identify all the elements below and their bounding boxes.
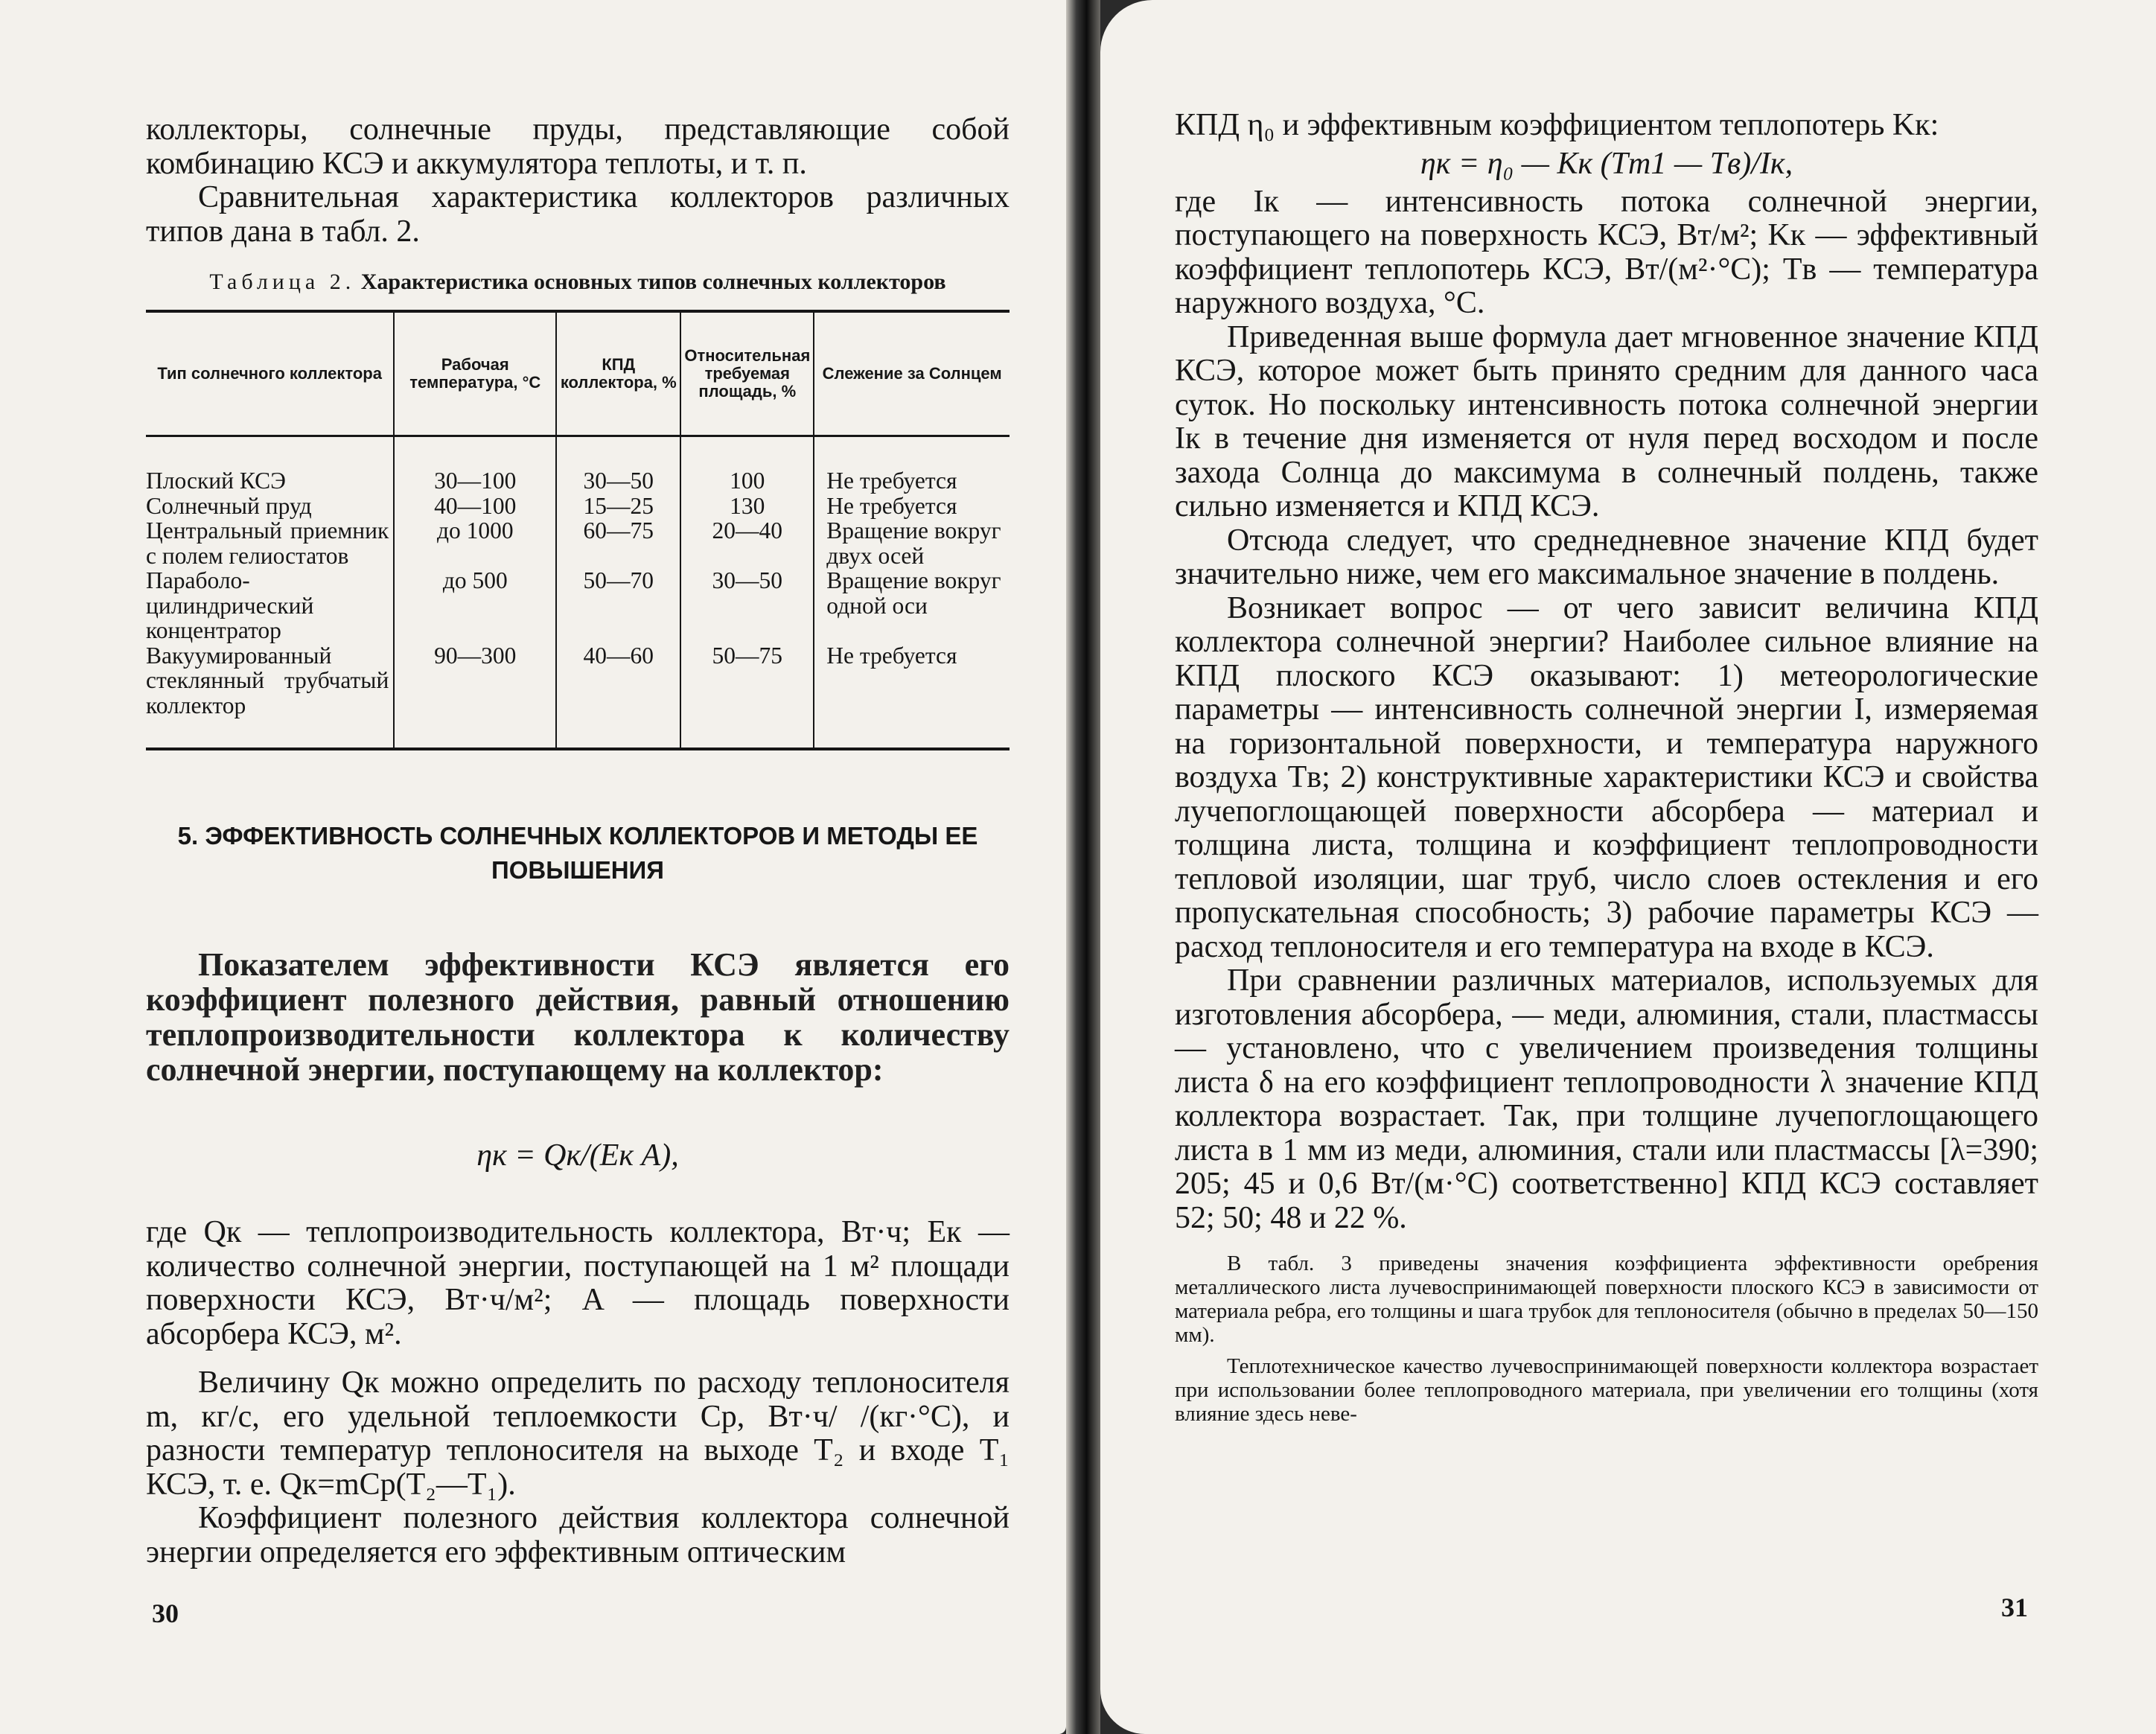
paragraph-instant-value: Приведенная выше формула дает мгновенное значение КПД КСЭ, которое может быть принято средним для данного часа суток. Но поскольку интенсивность потока солнечной энергии Iк в течение дня изменяется от нуля перед восходом и после захода Солнца до максимума в солнечный полдень, также сильно изменяется и КПД КСЭ. (1175, 319, 2038, 523)
cell-type: Параболо-цилиндрический концентратор (146, 567, 314, 643)
cell-temperature: 30—100 (394, 436, 556, 494)
cell-tracking: Не требуется (814, 436, 1010, 494)
cell-type: Центральный приемник с полем гелиостатов (146, 517, 389, 569)
table-row (146, 494, 1010, 519)
cell-efficiency: 30—50 (556, 436, 680, 494)
table-caption-label: Таблица 2. (209, 270, 356, 294)
cell-tracking: Не требуется (814, 643, 1010, 750)
cell-type: Солнечный пруд (146, 492, 312, 519)
cell-tracking: Не требуется (814, 494, 1010, 519)
cell-area: 30—50 (680, 568, 814, 643)
right-page (1100, 0, 2156, 1734)
header-efficiency: КПД коллектора, % (556, 311, 680, 436)
efficiency-formula: ηк = Qк/(Eк A), (476, 1138, 679, 1173)
paragraph-daily-average: Отсюда следует, что среднедневное значение КПД будет значительно ниже, чем его максимальное значение в полдень. (1175, 523, 2038, 591)
cell-area: 100 (680, 436, 814, 494)
header-area: Относительная требуемая площадь, % (680, 311, 814, 436)
lead-paragraph: Показателем эффективности КСЭ является его коэффициент полезного действия, равный отношению теплопроизводительности коллектора к количеству солнечной энергии, поступающему на коллектор: (146, 946, 1010, 1088)
cell-temperature: 90—300 (394, 643, 556, 750)
section-heading: 5. ЭФФЕКТИВНОСТЬ СОЛНЕЧНЫХ КОЛЛЕКТОРОВ И МЕТОДЫ ЕЕ ПОВЫШЕНИЯ (177, 822, 978, 884)
cell-tracking: Вращение вокруг одной оси (814, 568, 1010, 643)
qk-paragraph: Величину Qк можно определить по расходу теплоносителя m, кг/с, его удельной теплоемкости Cр, Вт·ч/ /(кг·°С), и разности температур теплоносителя на выходе T₂ и входе T₁ КСЭ, т. е. Qк=mCр(T₂—T₁). (146, 1365, 1010, 1502)
small-paragraph-quality: Теплотехническое качество лучевоспринимающей поверхности коллектора возрастает при использовании более теплопроводного материала, при увеличении его толщины (хотя влияние здесь неве- (1175, 1354, 2038, 1426)
table-row (146, 568, 1010, 643)
header-tracking: Слежение за Солнцем (814, 311, 1010, 436)
cell-type: Плоский КСЭ (146, 468, 286, 494)
intro-line: КПД η₀ и эффективным коэффициентом теплопотерь Kк: (1175, 108, 1939, 142)
cell-area: 20—40 (680, 518, 814, 568)
page-number-left: 30 (152, 1598, 179, 1628)
table-caption (146, 270, 1010, 295)
cell-temperature: до 500 (394, 568, 556, 643)
page-number-right: 31 (2001, 1593, 2028, 1622)
collector-types-table (146, 310, 1010, 750)
book-spine (1066, 0, 1100, 1734)
cell-efficiency: 60—75 (556, 518, 680, 568)
where-paragraph-right: где Iк — интенсивность потока солнечной энергии, поступающего на поверхность КСЭ, Вт/м²; Kк — эффективный коэффициент теплопотерь КСЭ, Вт/(м²·°С); Tв — температура наружного воздуха, °С. (1175, 184, 2038, 320)
table-row (146, 518, 1010, 568)
cell-efficiency: 15—25 (556, 494, 680, 519)
cell-temperature: 40—100 (394, 494, 556, 519)
where-paragraph: где Qк — теплопроизводительность коллектора, Вт·ч; Eк — количество солнечной энергии, поступающей на 1 м² площади поверхности КСЭ, Вт·ч/м²; A — площадь поверхности абсорбера КСЭ, м². (146, 1215, 1010, 1351)
left-page (0, 0, 1066, 1734)
table-row (146, 436, 1010, 494)
table-row (146, 643, 1010, 750)
cell-type: Вакуумированный стеклянный трубчатый коллектор (146, 642, 389, 718)
compare-paragraph: Сравнительная характеристика коллекторов различных типов дана в табл. 2. (146, 180, 1010, 249)
continuation-paragraph: коллекторы, солнечные пруды, представляющие собой комбинацию КСЭ и аккумулятора теплоты, и т. п. (146, 112, 1010, 181)
header-temperature: Рабочая температура, °С (394, 311, 556, 436)
cell-temperature: до 1000 (394, 518, 556, 568)
heat-loss-formula: ηк = η₀ — Kк (Tт1 — Tв)/Iк, (1420, 146, 1793, 181)
left-page-content (146, 113, 1010, 1569)
paragraph-influences: Возникает вопрос — от чего зависит величина КПД коллектора солнечной энергии? Наиболее сильное влияние на КПД плоского КСЭ оказывают: 1) метеорологические параметры — интенсивность солнечной энергии I, измеряемая на горизонтальной поверхности, и температура наружного воздуха Tв; 2) конструктивные характеристики КСЭ и свойства лучепоглощающей поверхности абсорбера — материал и толщина листа, толщина и коэффициент теплопроводности тепловой изоляции, шаг труб, число слоев остекления и его пропускательная способность; 3) рабочие параметры КСЭ — расход теплоносителя и его температура на входе в КСЭ. (1175, 590, 2038, 964)
table-caption-title: Характеристика основных типов солнечных коллекторов (360, 270, 946, 294)
cell-efficiency: 40—60 (556, 643, 680, 750)
cell-tracking: Вращение вокруг двух осей (814, 518, 1010, 568)
table-header-row (146, 311, 1010, 436)
cell-efficiency: 50—70 (556, 568, 680, 643)
small-paragraph-table3: В табл. 3 приведены значения коэффициента эффективности оребрения металлического листа лучевоспринимающей поверхности плоского КСЭ в зависимости от материала ребра, его толщины и шага трубок для теплоносителя (обычно в пределах 50—150 мм). (1175, 1252, 2038, 1347)
paragraph-materials: При сравнении различных материалов, используемых для изготовления абсорбера, — меди, алюминия, стали, пластмассы — установлено, что с увеличением произведения толщины листа δ на его коэффициент теплопроводности λ значение КПД коллектора возрастает. Так, при толщине лучепоглощающего листа в 1 мм из меди, алюминия, стали или пластмассы [λ=390; 205; 45 и 0,6 Вт/(м·°С) соответственно] КПД КСЭ составляет 52; 50; 48 и 22 %. (1175, 963, 2038, 1235)
header-type: Тип солнечного коллектора (146, 311, 394, 436)
efficiency-paragraph: Коэффициент полезного действия коллектора солнечной энергии определяется его эффективным оптическим (146, 1501, 1010, 1569)
right-page-content (1175, 109, 2038, 1426)
cell-area: 50—75 (680, 643, 814, 750)
cell-area: 130 (680, 494, 814, 519)
